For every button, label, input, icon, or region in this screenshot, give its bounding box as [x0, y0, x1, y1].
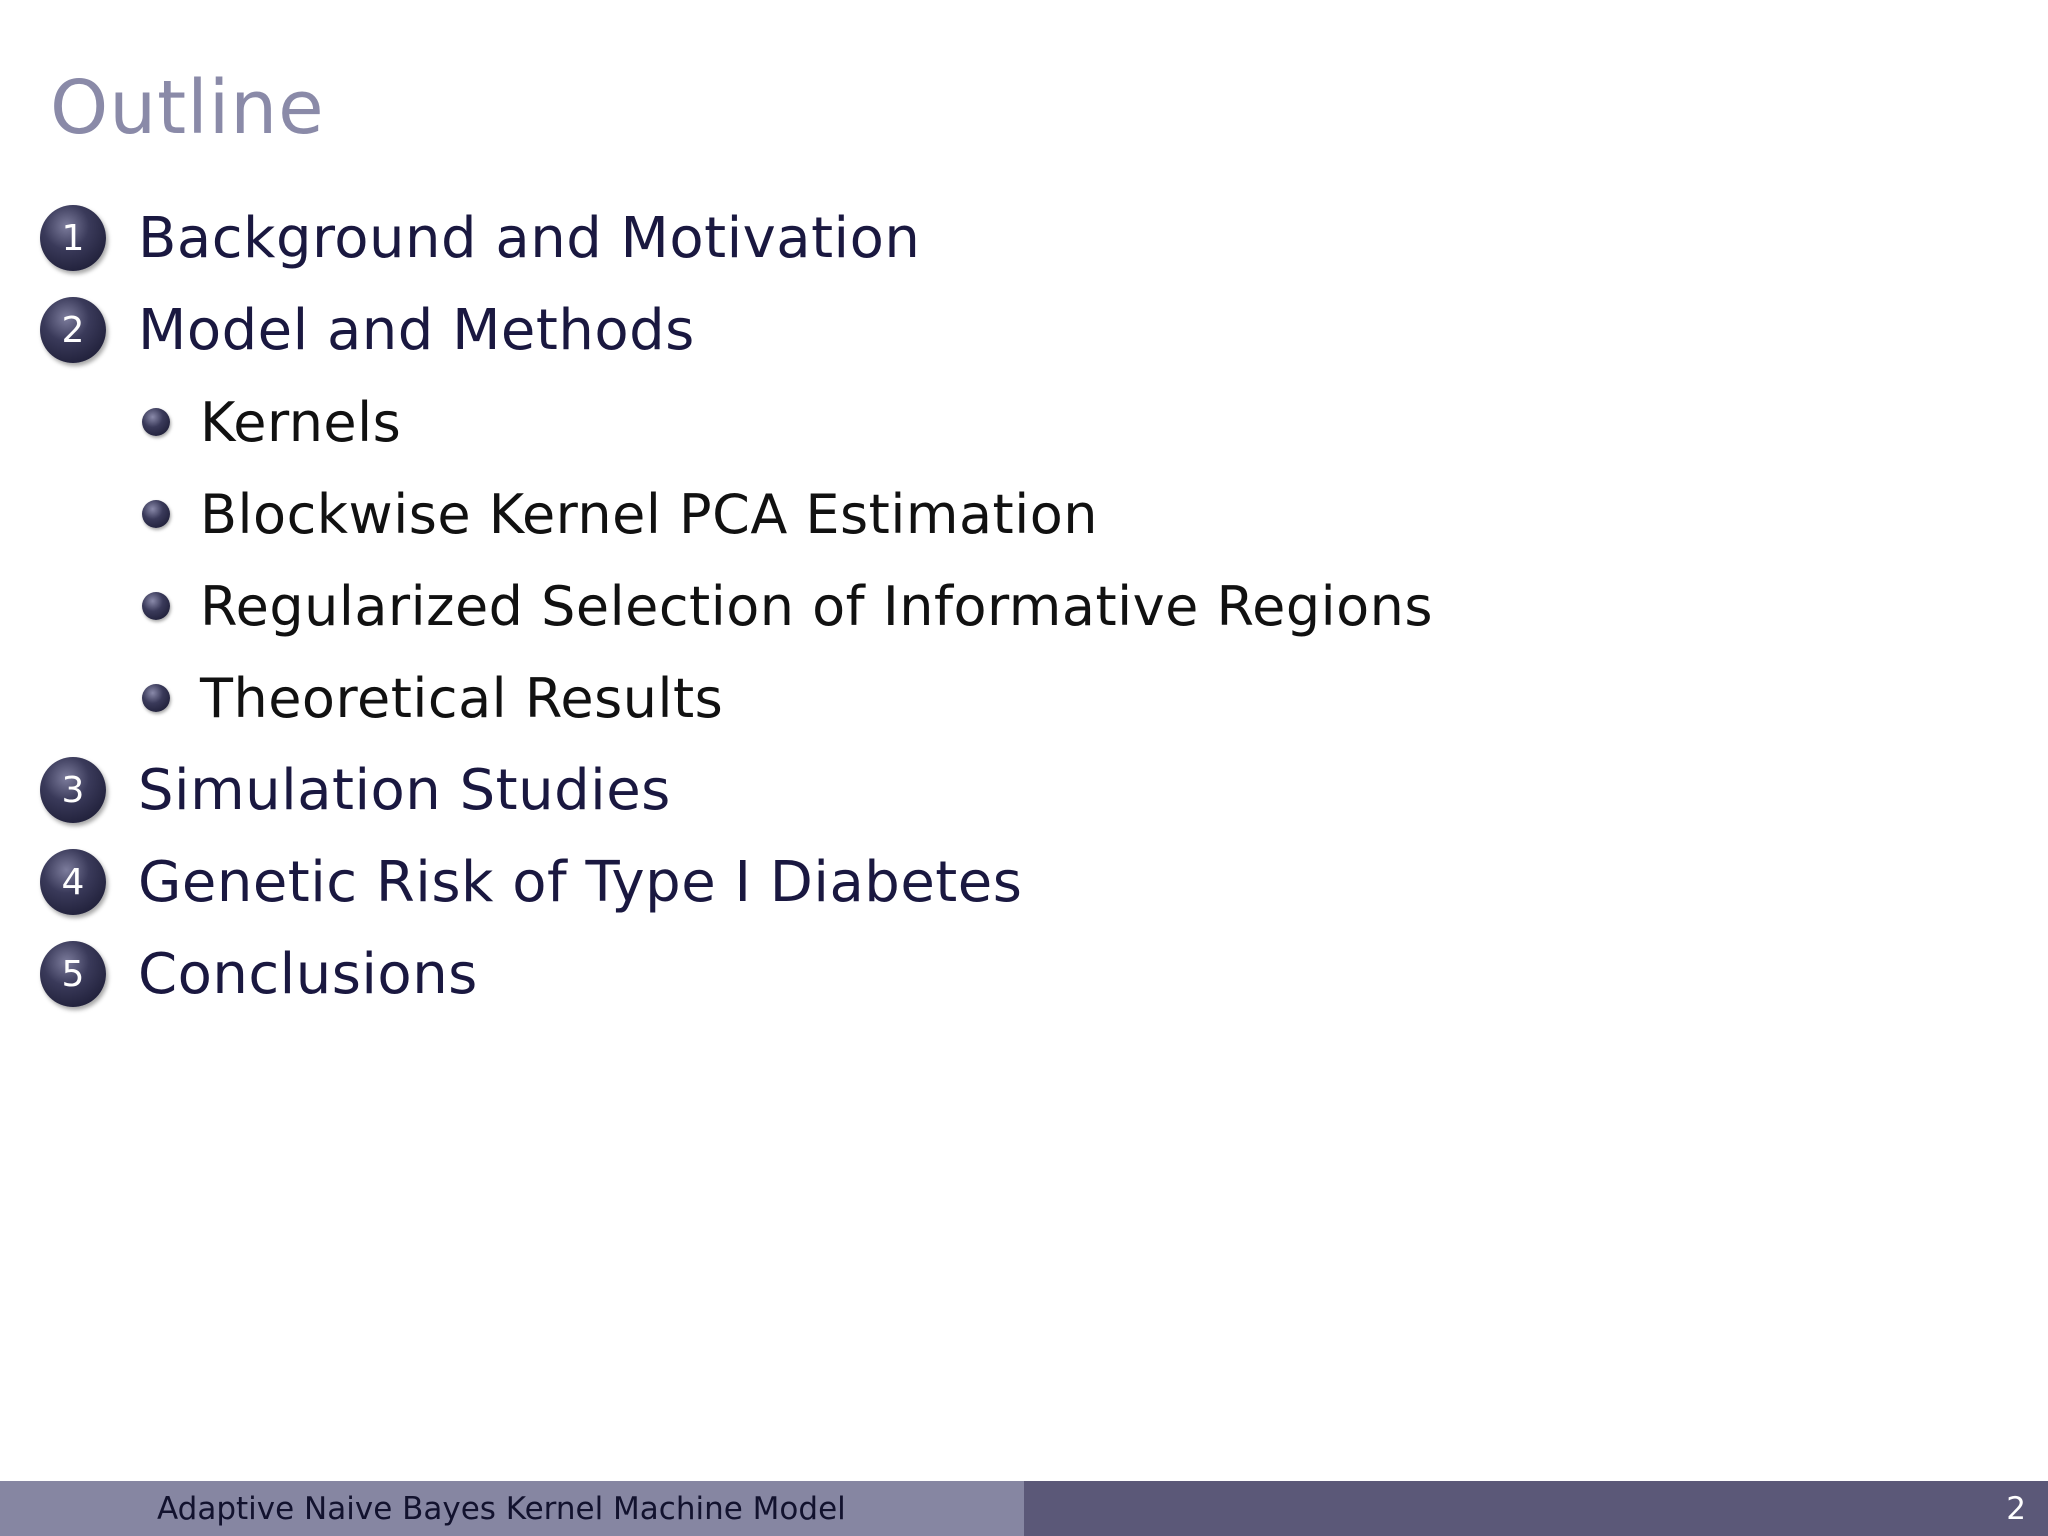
section-number-badge: 4: [40, 849, 106, 915]
toc-subsection-label: Regularized Selection of Informative Regions: [200, 574, 1434, 638]
toc-section-label: Background and Motivation: [138, 205, 921, 271]
toc-subsection-1[interactable]: [142, 387, 401, 457]
toc-section-1[interactable]: [40, 203, 920, 273]
footer-title-panel: [0, 1481, 1024, 1536]
toc-section-label: Genetic Risk of Type I Diabetes: [138, 849, 1023, 915]
toc-subsection-label: Theoretical Results: [200, 666, 724, 730]
section-number-badge: 2: [40, 297, 106, 363]
toc-subsection-2[interactable]: [142, 479, 1098, 549]
toc-section-3[interactable]: [40, 755, 671, 825]
toc-section-4[interactable]: [40, 847, 1022, 917]
bullet-icon: [142, 500, 170, 528]
footer-page-panel: [1024, 1481, 2048, 1536]
bullet-icon: [142, 592, 170, 620]
page-title: Outline: [50, 65, 325, 151]
footer-bar: [0, 1481, 2048, 1536]
toc-section-2[interactable]: [40, 295, 695, 365]
section-number-badge: 3: [40, 757, 106, 823]
toc-subsection-label: Blockwise Kernel PCA Estimation: [200, 482, 1098, 546]
bullet-icon: [142, 408, 170, 436]
section-number-badge: 5: [40, 941, 106, 1007]
bullet-icon: [142, 684, 170, 712]
toc-subsection-4[interactable]: [142, 663, 723, 733]
toc-section-label: Simulation Studies: [138, 757, 671, 823]
section-number-badge: 1: [40, 205, 106, 271]
toc-section-label: Model and Methods: [138, 297, 695, 363]
toc-section-5[interactable]: [40, 939, 478, 1009]
toc-section-label: Conclusions: [138, 941, 478, 1007]
footer-title: Adaptive Naive Bayes Kernel Machine Model: [157, 1490, 846, 1527]
toc-subsection-3[interactable]: [142, 571, 1433, 641]
toc-subsection-label: Kernels: [200, 390, 402, 454]
page-number: 2: [2006, 1490, 2026, 1527]
